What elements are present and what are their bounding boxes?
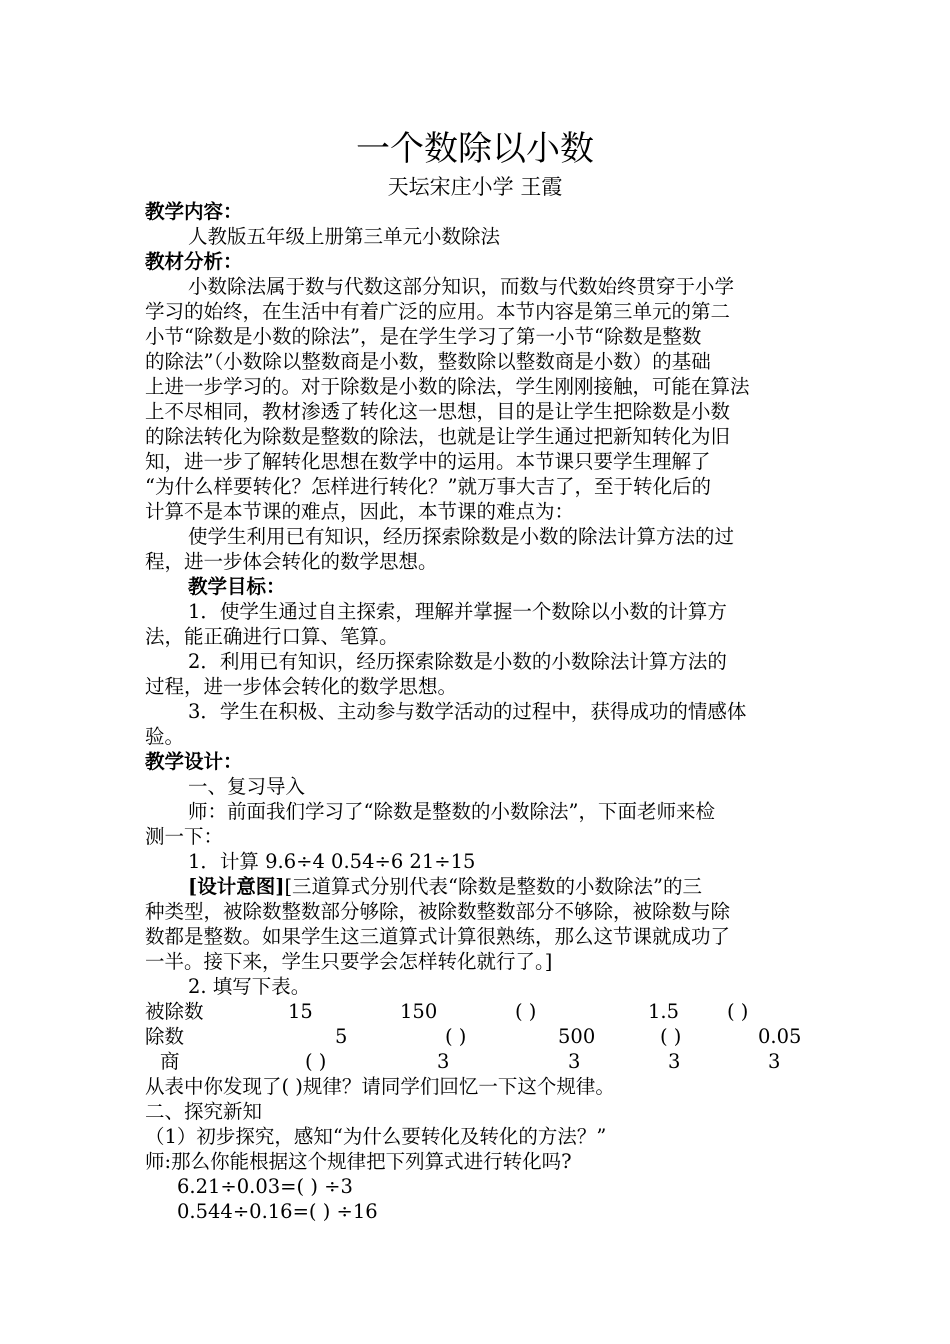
part-explore-heading: 二、探究新知 — [145, 1100, 263, 1123]
teaching-content-text: 人教版五年级上册第三单元小数除法 — [188, 225, 501, 248]
design-intent-line: 一半。接下来，学生只要学会怎样转化就行了。] — [145, 950, 553, 973]
design-intent-line: 数都是整数。如果学生这三道算式计算很熟练，那么这节课就成功了 — [145, 925, 731, 948]
goal-line: 过程，进一步体会转化的数学思想。 — [145, 675, 458, 698]
analysis-line: “为什么样要转化？怎样进行转化？”就万事大吉了，至于转化后的 — [145, 475, 711, 498]
equation-line: 0.544÷0.16=( ) ÷16 — [177, 1200, 378, 1223]
heading-teaching-design: 教学设计： — [145, 750, 243, 773]
goal-line: 法，能正确进行口算、笔算。 — [145, 625, 399, 648]
table-cell: 3 — [437, 1050, 450, 1073]
design-intent-text: [三道算式分别代表“除数是整数的小数除法”的三 — [284, 875, 702, 898]
analysis-line: 小数除法属于数与代数这部分知识，而数与代数始终贯穿于小学 — [188, 275, 735, 298]
table-cell: ( ) — [305, 1050, 327, 1073]
part-review-heading: 一、复习导入 — [188, 775, 306, 798]
table-cell: ( ) — [515, 1000, 537, 1023]
table-cell: ( ) — [445, 1025, 467, 1048]
equation-line: 6.21÷0.03=( ) ÷3 — [177, 1175, 353, 1198]
table-cell: 15 — [288, 1000, 313, 1023]
table-cell: ( ) — [727, 1000, 749, 1023]
analysis-line: 程，进一步体会转化的数学思想。 — [145, 550, 438, 573]
design-intent-line: 种类型，被除数整数部分够除，被除数整数部分不够除，被除数与除 — [145, 900, 731, 923]
table-cell: ( ) — [660, 1025, 682, 1048]
goal-line: 1．使学生通过自主探索，理解并掌握一个数除以小数的计算方 — [188, 600, 727, 623]
document-body — [145, 199, 810, 1224]
table-cell: 3 — [768, 1050, 781, 1073]
analysis-line: 使学生利用已有知识，经历探索除数是小数的除法计算方法的过 — [188, 525, 735, 548]
row-label: 商 — [160, 1050, 180, 1073]
step1-line: （1）初步探究，感知“为什么要转化及转化的方法？” — [145, 1125, 607, 1148]
analysis-line: 知，进一步了解转化思想在数学中的运用。本节课只要学生理解了 — [145, 450, 711, 473]
table-row-dividend — [145, 999, 810, 1024]
calc-line: 1．计算 9.6÷4 0.54÷6 21÷15 — [188, 850, 476, 873]
fill-table-line: 2. 填写下表。 — [188, 975, 311, 998]
goal-line: 3．学生在积极、主动参与数学活动的过程中，获得成功的情感体 — [188, 700, 747, 723]
table-cell: 5 — [335, 1025, 348, 1048]
row-label: 被除数 — [145, 1000, 204, 1023]
document-title: 一个数除以小数 — [356, 129, 594, 169]
table-cell: 3 — [568, 1050, 581, 1073]
teacher-question-line: 师:那么你能根据这个规律把下列算式进行转化吗? — [145, 1150, 572, 1173]
analysis-line: 计算不是本节课的难点，因此，本节课的难点为： — [145, 500, 575, 523]
analysis-line: 的除法转化为除数是整数的除法，也就是让学生通过把新知转化为旧 — [145, 425, 731, 448]
table-cell: 150 — [400, 1000, 438, 1023]
table-cell: 0.05 — [758, 1025, 802, 1048]
table-row-quotient — [145, 1049, 810, 1074]
table-cell: 500 — [558, 1025, 596, 1048]
discover-line: 从表中你发现了( )规律？请同学们回忆一下这个规律。 — [145, 1075, 615, 1098]
analysis-line: 上进一步学习的。对于除数是小数的除法，学生刚刚接触，可能在算法 — [145, 375, 750, 398]
row-label: 除数 — [145, 1025, 185, 1048]
analysis-line: 的除法”（小数除以整数商是小数，整数除以整数商是小数）的基础 — [145, 350, 711, 373]
teacher-line: 师：前面我们学习了“除数是整数的小数除法”，下面老师来检 — [188, 800, 715, 823]
analysis-line: 学习的始终，在生活中有着广泛的应用。本节内容是第三单元的第二 — [145, 300, 731, 323]
table-cell: 3 — [668, 1050, 681, 1073]
document-subtitle: 天坛宋庄小学 王霞 — [387, 175, 563, 199]
table-row-divisor — [145, 1024, 810, 1049]
heading-material-analysis: 教材分析： — [145, 250, 243, 273]
heading-teaching-goals: 教学目标： — [188, 575, 286, 598]
design-intent-line — [145, 874, 810, 899]
goal-line: 验。 — [145, 725, 185, 748]
design-intent-label: [设计意图] — [188, 875, 285, 898]
analysis-line: 小节“除数是小数的除法”，是在学生学习了第一小节“除数是整数 — [145, 325, 702, 348]
table-cell: 1.5 — [648, 1000, 680, 1023]
analysis-line: 上不尽相同，教材渗透了转化这一思想，目的是让学生把除数是小数 — [145, 400, 731, 423]
goal-line: 2．利用已有知识，经历探索除数是小数的小数除法计算方法的 — [188, 650, 727, 673]
teacher-line: 测一下： — [145, 825, 224, 848]
heading-teaching-content: 教学内容： — [145, 200, 243, 223]
